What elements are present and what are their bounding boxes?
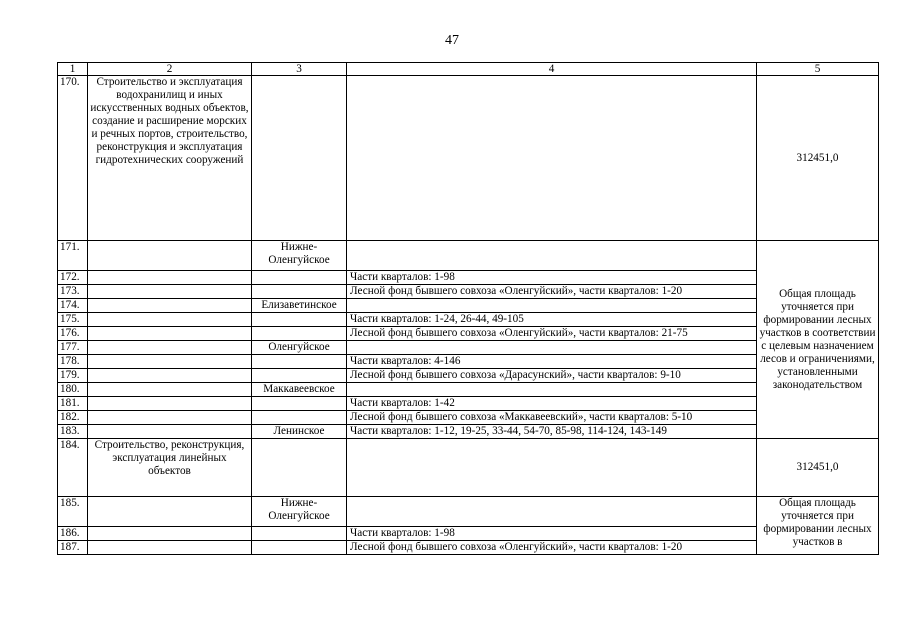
description-cell: Части кварталов: 1-24, 26-44, 49-105 [347,313,757,327]
empty-cell [88,497,252,527]
area-cell: 312451,0 [757,439,879,497]
row-number: 171. [58,241,88,271]
description-cell: Части кварталов: 1-98 [347,271,757,285]
forestry-cell [252,541,347,555]
table-row [58,527,879,541]
empty-cell [88,397,252,411]
forestry-cell [252,439,347,497]
description-cell: Части кварталов: 1-42 [347,397,757,411]
empty-cell [88,271,252,285]
description-cell: Части кварталов: 1-98 [347,527,757,541]
row-number: 175. [58,313,88,327]
description-cell [347,497,757,527]
row-number: 187. [58,541,88,555]
column-header-row [58,63,879,76]
table-row [58,285,879,299]
description-cell: Лесной фонд бывшего совхоза «Маккавеевский», части кварталов: 5-10 [347,411,757,425]
purpose-cell: Строительство и эксплуатация водохранилищ и иных искусственных водных объектов, создание и расширение морских и речных портов, строительство, реконструкция и эксплуатация гидротехнических сооружений [88,76,252,241]
forestry-cell [252,369,347,383]
note-cell: Общая площадь уточняется при формировании лесных участков в [757,497,879,555]
description-cell: Части кварталов: 1-12, 19-25, 33-44, 54-70, 85-98, 114-124, 143-149 [347,425,757,439]
table-row [58,439,879,497]
description-cell: Лесной фонд бывшего совхоза «Дарасунский», части кварталов: 9-10 [347,369,757,383]
forestry-cell [252,397,347,411]
forestry-cell [252,355,347,369]
table-row [58,271,879,285]
row-number: 184. [58,439,88,497]
table-row [58,241,879,271]
column-header: 1 [58,63,88,76]
table-row [58,299,879,313]
empty-cell [88,383,252,397]
empty-cell [88,425,252,439]
forestry-cell: Маккавеевское [252,383,347,397]
description-cell: Лесной фонд бывшего совхоза «Оленгуйский», части кварталов: 1-20 [347,285,757,299]
description-cell [347,76,757,241]
forestry-cell [252,313,347,327]
description-cell [347,341,757,355]
forestry-cell: Нижне-Оленгуйское [252,497,347,527]
row-number: 181. [58,397,88,411]
description-cell [347,241,757,271]
empty-cell [88,327,252,341]
forestry-cell [252,327,347,341]
column-header: 4 [347,63,757,76]
forest-use-table [57,62,879,555]
row-number: 176. [58,327,88,341]
forestry-cell [252,527,347,541]
forestry-cell: Ленинское [252,425,347,439]
empty-cell [88,299,252,313]
table-row [58,397,879,411]
empty-cell [88,541,252,555]
table-row [58,411,879,425]
table-row [58,383,879,397]
row-number: 186. [58,527,88,541]
empty-cell [88,241,252,271]
forestry-cell [252,76,347,241]
table-row [58,369,879,383]
note-cell: Общая площадь уточняется при формировании лесных участков в соответствии с целевым назначением лесов и ограничениями, установленными законодательством [757,241,879,439]
table-row [58,541,879,555]
table-row [58,497,879,527]
row-number: 182. [58,411,88,425]
row-number: 173. [58,285,88,299]
row-number: 179. [58,369,88,383]
forestry-cell [252,271,347,285]
description-cell [347,299,757,313]
column-header: 3 [252,63,347,76]
row-number: 174. [58,299,88,313]
table-row [58,425,879,439]
description-cell [347,383,757,397]
table-row [58,327,879,341]
forestry-cell: Елизаветинское [252,299,347,313]
page-number: 47 [445,33,459,48]
description-cell [347,439,757,497]
forestry-cell [252,285,347,299]
purpose-cell: Строительство, реконструкция, эксплуатация линейных объектов [88,439,252,497]
empty-cell [88,341,252,355]
table-row [58,76,879,241]
row-number: 185. [58,497,88,527]
table-row [58,355,879,369]
empty-cell [88,285,252,299]
row-number: 183. [58,425,88,439]
column-header: 2 [88,63,252,76]
row-number: 178. [58,355,88,369]
empty-cell [88,411,252,425]
row-number: 172. [58,271,88,285]
row-number: 170. [58,76,88,241]
empty-cell [88,369,252,383]
forestry-cell: Оленгуйское [252,341,347,355]
forestry-cell [252,411,347,425]
row-number: 177. [58,341,88,355]
row-number: 180. [58,383,88,397]
forestry-cell: Нижне-Оленгуйское [252,241,347,271]
empty-cell [88,313,252,327]
description-cell: Лесной фонд бывшего совхоза «Оленгуйский», части кварталов: 1-20 [347,541,757,555]
table-row [58,313,879,327]
table-row [58,341,879,355]
description-cell: Лесной фонд бывшего совхоза «Оленгуйский», части кварталов: 21-75 [347,327,757,341]
area-cell: 312451,0 [757,76,879,241]
empty-cell [88,527,252,541]
column-header: 5 [757,63,879,76]
empty-cell [88,355,252,369]
description-cell: Части кварталов: 4-146 [347,355,757,369]
